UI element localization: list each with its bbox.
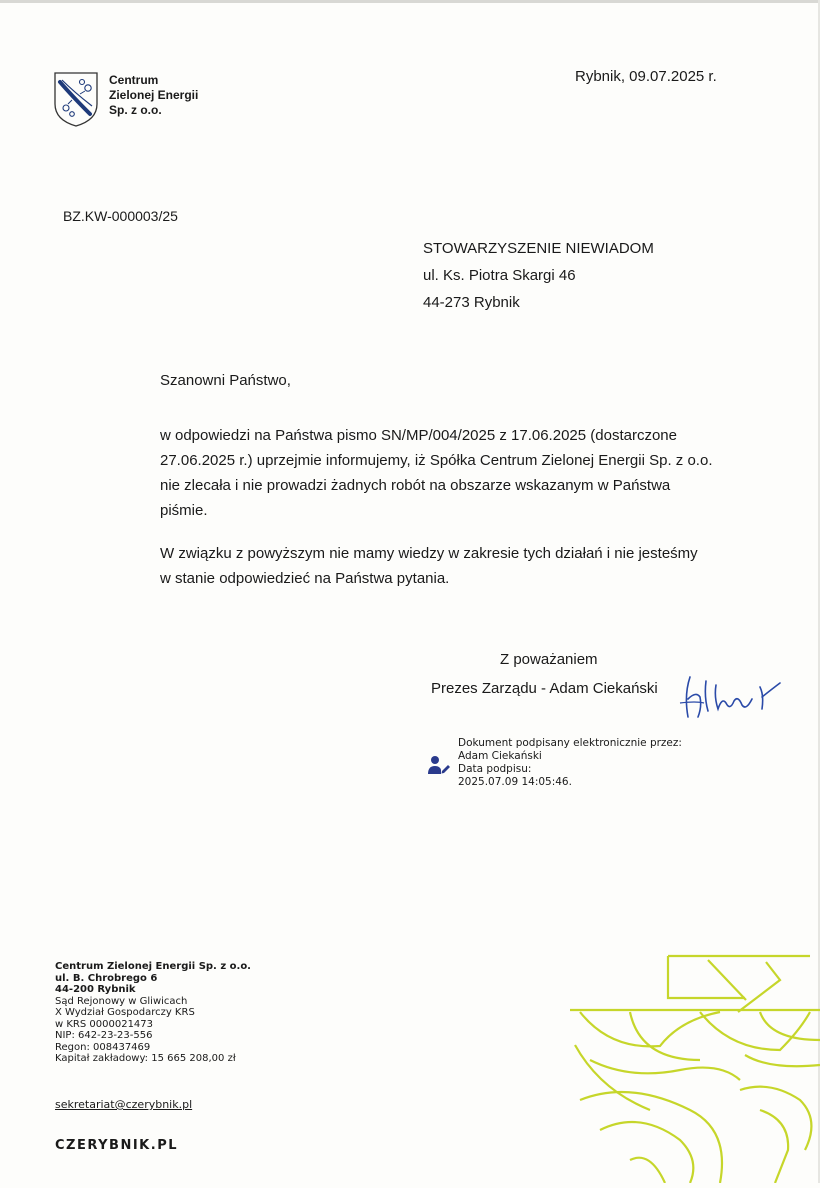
esign-line: Data podpisu:: [458, 763, 532, 775]
text-line: w stanie odpowiedzieć na Państwa pytania.: [160, 570, 450, 587]
salutation: Szanowni Państwo,: [160, 372, 291, 389]
company-name-line: Sp. z o.o.: [109, 103, 162, 117]
text-line: w odpowiedzi na Państwa pismo SN/MP/004/2025 z 17.06.2025 (dostarczone: [160, 427, 677, 444]
esign-line: 2025.07.09 14:05:46.: [458, 776, 572, 788]
user-pen-icon: [428, 755, 450, 780]
footer-line: Regon: 008437469: [55, 1041, 151, 1053]
page-top-edge: [0, 0, 820, 3]
recipient-name: STOWARZYSZENIE NIEWIADOM: [423, 240, 654, 257]
recipient-address: [423, 239, 654, 320]
text-line: W związku z powyższym nie mamy wiedzy w zakresie tych działań i nie jesteśmy: [160, 545, 698, 562]
company-name-line: Centrum: [109, 73, 159, 87]
paragraph-2: [160, 541, 730, 591]
footer-email-link[interactable]: sekretariat@czerybnik.pl: [55, 1098, 193, 1111]
recipient-city: 44-273 Rybnik: [423, 294, 520, 311]
company-name-line: Zielonej Energii: [109, 88, 199, 102]
footer-website[interactable]: CZERYBNIK.PL: [55, 1138, 179, 1153]
signer-name: Prezes Zarządu - Adam Ciekański: [431, 680, 658, 697]
text-line: nie zlecała i nie prowadzi żadnych robót na obszarze wskazanym w Państwa: [160, 477, 671, 494]
footer-line: Kapitał zakładowy: 15 665 208,00 zł: [55, 1053, 236, 1064]
handwritten-signature: [676, 667, 786, 732]
recipient-street: ul. Ks. Piotra Skargi 46: [423, 267, 576, 284]
esign-line: Adam Ciekański: [458, 750, 542, 762]
closing: Z poważaniem: [500, 651, 598, 668]
company-name: [109, 73, 198, 118]
electronic-signature-info: [458, 737, 682, 789]
coat-of-arms-icon: [52, 70, 100, 133]
esign-line: Dokument podpisany elektronicznie przez:: [458, 737, 682, 749]
paragraph-1: [160, 423, 730, 523]
decorative-line-art: [570, 950, 820, 1188]
place-date: Rybnik, 09.07.2025 r.: [575, 68, 717, 85]
reference-number: BZ.KW-000003/25: [63, 208, 178, 224]
text-line: 27.06.2025 r.) uprzejmie informujemy, iż Spółka Centrum Zielonej Energii Sp. z o.o.: [160, 452, 713, 469]
footer-line: w KRS 0000021473: [55, 1018, 154, 1030]
footer-street: ul. B. Chrobrego 6: [55, 972, 158, 984]
text-line: piśmie.: [160, 502, 208, 519]
footer-line: NIP: 642-23-23-556: [55, 1030, 153, 1041]
footer-company-name: Centrum Zielonej Energii Sp. z o.o.: [55, 961, 251, 972]
footer-line: X Wydział Gospodarczy KRS: [55, 1007, 195, 1018]
footer-line: Sąd Rejonowy w Gliwicach: [55, 995, 188, 1007]
footer-company-info: [55, 961, 251, 1065]
footer-city: 44-200 Rybnik: [55, 984, 136, 995]
